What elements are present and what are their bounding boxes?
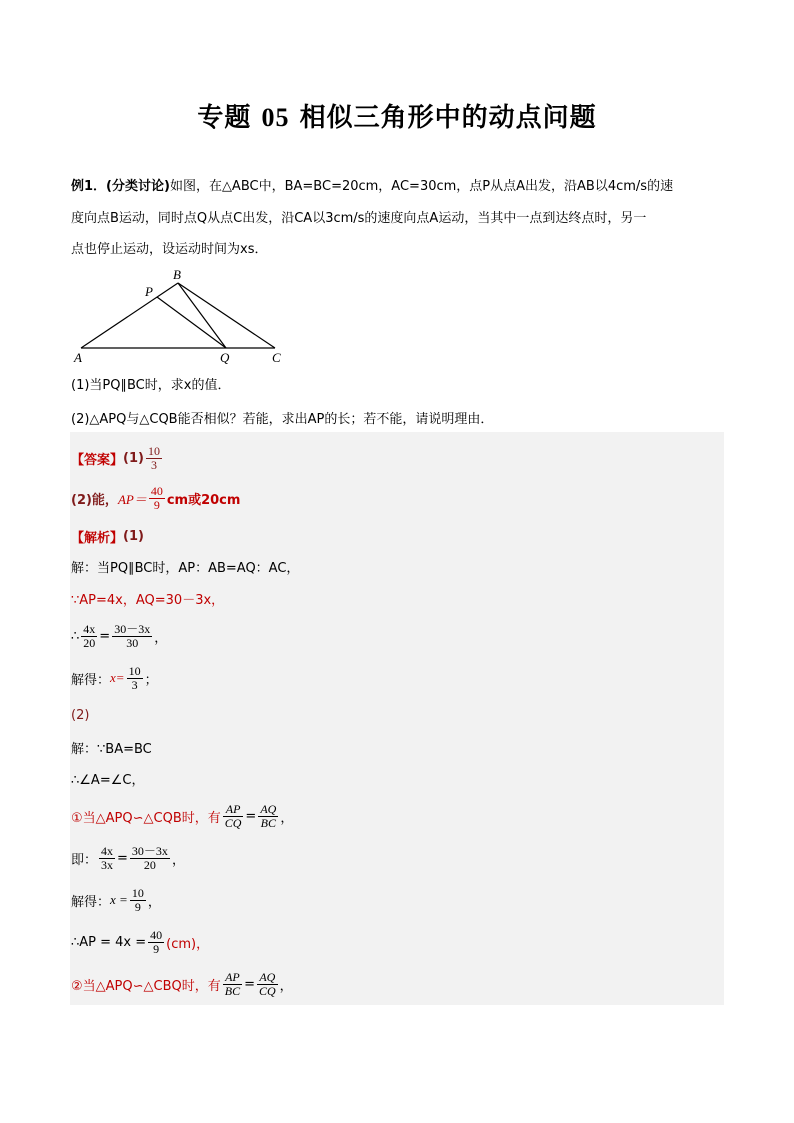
answer-part2-suffix: cm或20cm [166, 492, 241, 508]
analysis-line-6 [71, 766, 723, 790]
fraction-numerator: AP [223, 803, 244, 817]
fraction-numerator: 30－3x [131, 843, 168, 858]
answer-part1-prefix: (1) [123, 450, 144, 466]
answer-part2-prefix: (2)能， [71, 492, 118, 508]
title-prefix: 专题 [197, 103, 252, 133]
analysis-line-2 [71, 586, 723, 610]
fraction-numerator: 30－3x [114, 621, 151, 636]
case-2-prefix: ②当△APQ∽△CBQ时，有 [71, 978, 221, 994]
x-equals: x = [110, 892, 128, 907]
fraction-10-9 [130, 887, 146, 914]
fraction-ap-cq [223, 803, 244, 830]
analysis-part2: (2) [71, 707, 90, 723]
therefore-symbol: ∴ [71, 628, 80, 644]
fraction-40-9 [148, 929, 164, 956]
answer-part2-ap: AP＝ [117, 491, 147, 507]
analysis-line-11-suffix: ， [279, 978, 293, 994]
answer-part1-fraction [146, 445, 162, 472]
analysis-line-2-text: ∵AP=4x，AQ=30－3x， [71, 592, 225, 608]
namely-prefix: 即： [71, 852, 98, 868]
answer-part2-fraction [149, 485, 165, 512]
fraction-denominator: BC [260, 815, 276, 830]
analysis-line-1 [71, 554, 723, 578]
fraction-4x-20 [81, 623, 97, 650]
analysis-part2-header [71, 703, 723, 727]
fraction-denominator: 3x [101, 857, 114, 872]
label-a: A [74, 350, 82, 365]
analysis-header [71, 524, 723, 548]
fraction-numerator: AQ [260, 801, 277, 816]
problem-text-1: 如图，在△ABC中，BA=BC=20cm，AC=30cm，点P从点A出发，沿AB以4cm/s的速 [169, 179, 674, 194]
fraction-denominator: 20 [83, 635, 96, 650]
page-title [0, 97, 794, 134]
fraction-denominator: 9 [153, 941, 160, 956]
fraction-numerator: 40 [150, 927, 163, 942]
fraction-denominator: 9 [153, 497, 160, 512]
case-1-prefix: ①当△APQ∽△CQB时，有 [71, 810, 221, 826]
solve-prefix: 解得： [71, 894, 111, 910]
answer-row [71, 442, 723, 474]
label-q: Q [220, 350, 230, 365]
analysis-line-8 [71, 838, 723, 878]
solve-prefix: 解得： [71, 672, 111, 688]
analysis-line-7 [71, 796, 723, 836]
fraction-30-3x-30 [112, 623, 152, 650]
segment-pq [157, 297, 226, 348]
equals-sign: = [245, 808, 257, 824]
label-c: C [272, 350, 281, 365]
analysis-label: 【解析】 [71, 530, 124, 546]
ap-equals: ∴AP = 4x = [71, 934, 147, 950]
fraction-4x-3x [99, 845, 115, 872]
answer-label: 【答案】 [71, 452, 124, 468]
problem-line-1 [71, 174, 726, 199]
analysis-line-3 [71, 617, 723, 655]
fraction-denominator: 3 [131, 677, 138, 692]
analysis-line-1-text: 解：当PQ∥BC时，AP：AB=AQ：AC， [71, 560, 300, 576]
title-number: 05 [261, 103, 290, 132]
analysis-line-7-suffix: ， [280, 810, 294, 826]
analysis-line-5-text: 解：∵BA=BC [71, 741, 152, 757]
analysis-line-11 [71, 964, 723, 1004]
fraction-numerator: 10 [147, 443, 160, 458]
segment-ab [81, 283, 178, 348]
fraction-denominator: CQ [259, 983, 276, 998]
analysis-line-8-suffix: ， [171, 852, 185, 868]
analysis-line-3-suffix: ， [154, 630, 168, 646]
fraction-numerator: 10 [131, 885, 144, 900]
fraction-aq-bc [258, 803, 278, 830]
analysis-line-4-suffix: ； [144, 672, 158, 688]
analysis-part1: (1) [123, 528, 144, 544]
question-1: (1)当PQ∥BC时，求x的值． [71, 378, 231, 393]
fraction-denominator: 3 [150, 457, 157, 472]
fraction-numerator: AQ [257, 971, 278, 985]
problem-line-3: 点也停止运动，设运动时间为xs． [71, 242, 268, 257]
fraction-numerator: 40 [150, 483, 163, 498]
analysis-line-9-suffix: ， [147, 894, 161, 910]
fraction-numerator: 4x [101, 843, 114, 858]
fraction-10-3 [127, 665, 143, 692]
analysis-line-6-text: ∴∠A=∠C， [71, 772, 145, 788]
label-b: B [173, 267, 181, 282]
analysis-line-9 [71, 880, 723, 920]
triangle-figure [70, 266, 290, 366]
fraction-denominator: BC [224, 983, 241, 998]
fraction-numerator: AP [223, 971, 242, 985]
fraction-denominator: 30 [126, 635, 139, 650]
analysis-line-10-suffix: (cm)， [166, 936, 210, 952]
answer-part2-row [71, 481, 723, 515]
fraction-denominator: 9 [134, 899, 141, 914]
problem-label: 例1． [71, 179, 107, 194]
fraction-denominator: 20 [143, 857, 156, 872]
problem-line-2: 度向点B运动，同时点Q从点C出发，沿CA以3cm/s的速度向点A运动，当其中一点到达终点时，另一 [71, 211, 647, 226]
segment-bc [178, 283, 275, 348]
segment-bq [178, 283, 226, 348]
fraction-ap-bc [223, 971, 242, 998]
label-p: P [145, 284, 153, 299]
x-equals: x= [110, 670, 125, 685]
analysis-line-5 [71, 735, 723, 759]
question-2: (2)△APQ与△CQB能否相似？若能，求出AP的长；若不能，请说明理由． [71, 412, 494, 427]
fraction-aq-cq [257, 971, 278, 998]
analysis-line-4 [71, 659, 723, 697]
fraction-denominator: CQ [224, 815, 242, 830]
equals-sign: = [99, 628, 111, 644]
fraction-30-3x-20 [130, 845, 170, 872]
problem-category: (分类讨论) [106, 179, 170, 194]
title-text: 相似三角形中的动点问题 [299, 103, 597, 133]
equals-sign: = [244, 976, 255, 992]
analysis-line-10 [71, 922, 723, 962]
equals-sign: = [117, 850, 128, 866]
fraction-numerator: 4x [83, 621, 96, 636]
fraction-numerator: 10 [128, 663, 141, 678]
